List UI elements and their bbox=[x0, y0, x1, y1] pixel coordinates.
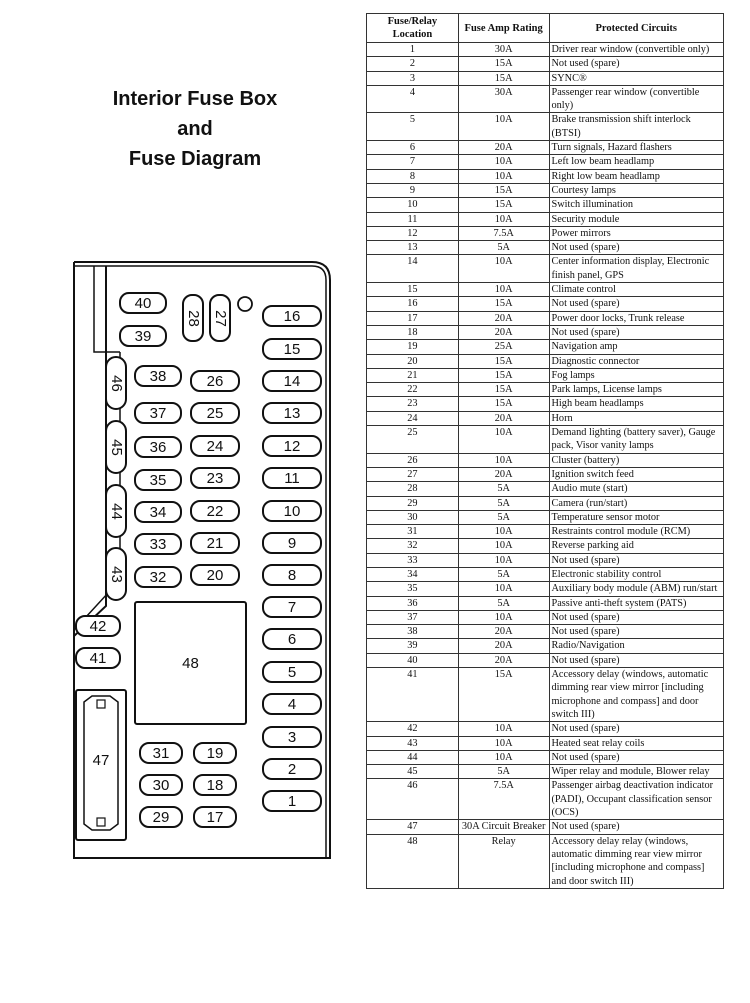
fuse-label: 45 bbox=[107, 438, 125, 456]
fuse-26 bbox=[190, 370, 240, 392]
cell-location: 30 bbox=[367, 510, 459, 524]
fuse-37 bbox=[134, 402, 182, 424]
cell-amp: 10A bbox=[458, 582, 549, 596]
fuse-label: 12 bbox=[283, 437, 301, 455]
table-row bbox=[367, 198, 724, 212]
cell-circuit: Fog lamps bbox=[549, 368, 724, 382]
cell-amp: 20A bbox=[458, 311, 549, 325]
cell-location: 37 bbox=[367, 610, 459, 624]
fuse-3 bbox=[262, 726, 322, 748]
table-row bbox=[367, 155, 724, 169]
cell-location: 7 bbox=[367, 155, 459, 169]
cell-circuit: Left low beam headlamp bbox=[549, 155, 724, 169]
cell-location: 2 bbox=[367, 57, 459, 71]
cell-circuit: Climate control bbox=[549, 283, 724, 297]
fuse-label: 40 bbox=[134, 294, 152, 312]
fuse-40 bbox=[119, 292, 167, 314]
cell-location: 47 bbox=[367, 820, 459, 834]
fuse-14 bbox=[262, 370, 322, 392]
cell-circuit: Right low beam headlamp bbox=[549, 169, 724, 183]
cell-amp: 10A bbox=[458, 155, 549, 169]
fuse-label: 39 bbox=[134, 327, 152, 345]
fuse-label: 6 bbox=[287, 630, 297, 648]
table-row bbox=[367, 113, 724, 141]
fuse-label: 42 bbox=[89, 617, 107, 635]
fuse-1 bbox=[262, 790, 322, 812]
cell-circuit: Courtesy lamps bbox=[549, 183, 724, 197]
cell-location: 41 bbox=[367, 668, 459, 722]
fuse-39 bbox=[119, 325, 167, 347]
fuse-33 bbox=[134, 533, 182, 555]
cell-location: 45 bbox=[367, 765, 459, 779]
cell-circuit: Turn signals, Hazard flashers bbox=[549, 141, 724, 155]
cell-amp: 20A bbox=[458, 141, 549, 155]
cell-amp: 10A bbox=[458, 610, 549, 624]
table-row bbox=[367, 283, 724, 297]
cell-circuit: Not used (spare) bbox=[549, 553, 724, 567]
table-row bbox=[367, 496, 724, 510]
table-row bbox=[367, 596, 724, 610]
cell-amp: 10A bbox=[458, 525, 549, 539]
table-row bbox=[367, 736, 724, 750]
cell-location: 23 bbox=[367, 397, 459, 411]
fuse-label: 21 bbox=[206, 534, 224, 552]
table-row bbox=[367, 397, 724, 411]
cell-location: 38 bbox=[367, 625, 459, 639]
cell-location: 18 bbox=[367, 325, 459, 339]
cell-amp: 5A bbox=[458, 765, 549, 779]
table-row bbox=[367, 553, 724, 567]
table-row bbox=[367, 169, 724, 183]
fuse-label: 25 bbox=[206, 404, 224, 422]
cell-location: 17 bbox=[367, 311, 459, 325]
table-row bbox=[367, 765, 724, 779]
mounting-hole bbox=[238, 297, 252, 311]
cell-location: 12 bbox=[367, 226, 459, 240]
cell-location: 14 bbox=[367, 255, 459, 283]
cell-amp: 5A bbox=[458, 241, 549, 255]
table-row bbox=[367, 820, 724, 834]
cell-amp: 10A bbox=[458, 553, 549, 567]
cell-circuit: Electronic stability control bbox=[549, 567, 724, 581]
fuse-label: 2 bbox=[287, 760, 297, 778]
cell-circuit: Diagnostic connector bbox=[549, 354, 724, 368]
fuse-2 bbox=[262, 758, 322, 780]
fuse-35 bbox=[134, 469, 182, 491]
fuse-label: 35 bbox=[149, 471, 167, 489]
fuse-label: 9 bbox=[287, 534, 297, 552]
cell-circuit: Brake transmission shift interlock (BTSI) bbox=[549, 113, 724, 141]
fuse-23 bbox=[190, 467, 240, 489]
cell-amp: 10A bbox=[458, 113, 549, 141]
fuse-label: 5 bbox=[287, 663, 297, 681]
cell-location: 8 bbox=[367, 169, 459, 183]
fuse-table bbox=[366, 13, 724, 889]
fuse-label: 43 bbox=[107, 565, 125, 583]
fuse-9 bbox=[262, 532, 322, 554]
fuse-label: 18 bbox=[206, 776, 224, 794]
cell-circuit: Reverse parking aid bbox=[549, 539, 724, 553]
fuse-10 bbox=[262, 500, 322, 522]
cell-location: 16 bbox=[367, 297, 459, 311]
fuse-44 bbox=[105, 484, 127, 538]
cell-amp: 20A bbox=[458, 639, 549, 653]
cell-amp: 15A bbox=[458, 668, 549, 722]
fuse-label: 10 bbox=[283, 502, 301, 520]
cell-amp: 15A bbox=[458, 354, 549, 368]
cell-circuit: Radio/Navigation bbox=[549, 639, 724, 653]
table-row bbox=[367, 255, 724, 283]
cell-amp: 5A bbox=[458, 496, 549, 510]
cell-amp: 10A bbox=[458, 426, 549, 454]
cell-circuit: Switch illumination bbox=[549, 198, 724, 212]
table-row bbox=[367, 141, 724, 155]
cell-circuit: Horn bbox=[549, 411, 724, 425]
cell-amp: 7.5A bbox=[458, 779, 549, 820]
cell-amp: 30A bbox=[458, 85, 549, 113]
header-circuits: Protected Circuits bbox=[549, 14, 724, 43]
table-row bbox=[367, 57, 724, 71]
table-row bbox=[367, 779, 724, 820]
cell-amp: 15A bbox=[458, 297, 549, 311]
cell-amp: 10A bbox=[458, 453, 549, 467]
cell-circuit: Not used (spare) bbox=[549, 297, 724, 311]
cell-circuit: Park lamps, License lamps bbox=[549, 383, 724, 397]
cell-circuit: Demand lighting (battery saver), Gauge pack, Visor vanity lamps bbox=[549, 426, 724, 454]
table-row bbox=[367, 668, 724, 722]
table-row bbox=[367, 453, 724, 467]
table-row bbox=[367, 226, 724, 240]
fuse-label: 3 bbox=[287, 728, 297, 746]
cell-circuit: Accessory delay relay (windows, automatic dimming rear view mirror [including microphone and compass] and door switch III) bbox=[549, 834, 724, 888]
cell-amp: 15A bbox=[458, 368, 549, 382]
cell-amp: 15A bbox=[458, 383, 549, 397]
fuse-36 bbox=[134, 436, 182, 458]
cell-location: 46 bbox=[367, 779, 459, 820]
cell-location: 44 bbox=[367, 750, 459, 764]
cell-circuit: Power door locks, Trunk release bbox=[549, 311, 724, 325]
cell-amp: 20A bbox=[458, 325, 549, 339]
fuse-46 bbox=[105, 356, 127, 410]
title-line-2: and bbox=[177, 118, 213, 140]
cell-amp: 10A bbox=[458, 722, 549, 736]
cell-amp: Relay bbox=[458, 834, 549, 888]
table-row bbox=[367, 610, 724, 624]
fuse-label: 44 bbox=[107, 502, 125, 520]
fuse-43 bbox=[105, 547, 127, 601]
table-row bbox=[367, 383, 724, 397]
cell-amp: 5A bbox=[458, 596, 549, 610]
fuse-label: 22 bbox=[206, 502, 224, 520]
table-row bbox=[367, 183, 724, 197]
cell-amp: 5A bbox=[458, 510, 549, 524]
fuse-label: 15 bbox=[283, 340, 301, 358]
fuse-label: 17 bbox=[206, 808, 224, 826]
cell-location: 1 bbox=[367, 43, 459, 57]
fuse-15 bbox=[262, 338, 322, 360]
fuse-20 bbox=[190, 564, 240, 586]
cell-location: 26 bbox=[367, 453, 459, 467]
table-row bbox=[367, 510, 724, 524]
cell-amp: 7.5A bbox=[458, 226, 549, 240]
cell-circuit: Restraints control module (RCM) bbox=[549, 525, 724, 539]
fuse-19 bbox=[193, 742, 237, 764]
cell-circuit: Ignition switch feed bbox=[549, 467, 724, 481]
fuse-label: 7 bbox=[287, 598, 297, 616]
cell-amp: 15A bbox=[458, 183, 549, 197]
header-location: Fuse/Relay Location bbox=[367, 14, 459, 43]
cell-circuit: Camera (run/start) bbox=[549, 496, 724, 510]
fuse-label: 27 bbox=[211, 309, 229, 327]
cell-circuit: Center information display, Electronic finish panel, GPS bbox=[549, 255, 724, 283]
fuse-label: 32 bbox=[149, 568, 167, 586]
cell-amp: 10A bbox=[458, 283, 549, 297]
cell-amp: 20A bbox=[458, 625, 549, 639]
fuse-label: 19 bbox=[206, 744, 224, 762]
cell-location: 25 bbox=[367, 426, 459, 454]
cell-location: 22 bbox=[367, 383, 459, 397]
cell-circuit: Passenger airbag deactivation indicator (PADI), Occupant classification sensor (OCS) bbox=[549, 779, 724, 820]
table-row bbox=[367, 325, 724, 339]
cell-location: 36 bbox=[367, 596, 459, 610]
cell-location: 34 bbox=[367, 567, 459, 581]
table-body bbox=[367, 43, 724, 889]
cell-amp: 15A bbox=[458, 397, 549, 411]
header-amp: Fuse Amp Rating bbox=[458, 14, 549, 43]
fuse-31 bbox=[139, 742, 183, 764]
fuse-label: 1 bbox=[287, 792, 297, 810]
table-row bbox=[367, 722, 724, 736]
table-row bbox=[367, 311, 724, 325]
cell-circuit: Temperature sensor motor bbox=[549, 510, 724, 524]
cell-circuit: Not used (spare) bbox=[549, 722, 724, 736]
fuse-45 bbox=[105, 420, 127, 474]
fuse-label: 37 bbox=[149, 404, 167, 422]
fuse-label: 26 bbox=[206, 372, 224, 390]
fuse-label: 14 bbox=[283, 372, 301, 390]
cell-location: 6 bbox=[367, 141, 459, 155]
cell-amp: 10A bbox=[458, 169, 549, 183]
cell-location: 5 bbox=[367, 113, 459, 141]
fuse-label: 34 bbox=[149, 503, 167, 521]
cell-circuit: Audio mute (start) bbox=[549, 482, 724, 496]
fuse-7 bbox=[262, 596, 322, 618]
fuse-4 bbox=[262, 693, 322, 715]
cell-location: 35 bbox=[367, 582, 459, 596]
fuse-label: 29 bbox=[152, 808, 170, 826]
fuse-label: 36 bbox=[149, 438, 167, 456]
cell-circuit: Passenger rear window (convertible only) bbox=[549, 85, 724, 113]
cell-location: 43 bbox=[367, 736, 459, 750]
fuse-29 bbox=[139, 806, 183, 828]
fuse-32 bbox=[134, 566, 182, 588]
cell-amp: 15A bbox=[458, 71, 549, 85]
cell-circuit: Cluster (battery) bbox=[549, 453, 724, 467]
cell-circuit: Wiper relay and module, Blower relay bbox=[549, 765, 724, 779]
fuse-8 bbox=[262, 564, 322, 586]
fuse-label: 13 bbox=[283, 404, 301, 422]
fuse-label: 28 bbox=[184, 309, 202, 327]
cell-location: 27 bbox=[367, 467, 459, 481]
cell-amp: 15A bbox=[458, 57, 549, 71]
fuse-label: 8 bbox=[287, 566, 297, 584]
fuse-label: 16 bbox=[283, 307, 301, 325]
cell-location: 13 bbox=[367, 241, 459, 255]
cell-amp: 20A bbox=[458, 653, 549, 667]
cell-amp: 30A bbox=[458, 43, 549, 57]
table-row bbox=[367, 467, 724, 481]
fuse-25 bbox=[190, 402, 240, 424]
cell-circuit: Not used (spare) bbox=[549, 625, 724, 639]
relay-label: 48 bbox=[182, 654, 199, 672]
fuse-30 bbox=[139, 774, 183, 796]
fuse-34 bbox=[134, 501, 182, 523]
cell-circuit: Not used (spare) bbox=[549, 241, 724, 255]
title-line-3: Fuse Diagram bbox=[128, 148, 262, 170]
cell-circuit: Heated seat relay coils bbox=[549, 736, 724, 750]
fuse-42 bbox=[75, 615, 121, 637]
cell-location: 20 bbox=[367, 354, 459, 368]
fuse-label: 33 bbox=[149, 535, 167, 553]
table-row bbox=[367, 411, 724, 425]
table-row bbox=[367, 653, 724, 667]
fuse-label: 30 bbox=[152, 776, 170, 794]
cell-location: 39 bbox=[367, 639, 459, 653]
table-row bbox=[367, 525, 724, 539]
cell-location: 29 bbox=[367, 496, 459, 510]
fuse-24 bbox=[190, 435, 240, 457]
fuse-38 bbox=[134, 365, 182, 387]
table-row bbox=[367, 834, 724, 888]
breaker-47-label: 47 bbox=[92, 752, 110, 769]
cell-location: 33 bbox=[367, 553, 459, 567]
table-row bbox=[367, 85, 724, 113]
fuse-27 bbox=[209, 294, 231, 342]
cell-location: 32 bbox=[367, 539, 459, 553]
cell-circuit: High beam headlamps bbox=[549, 397, 724, 411]
fuse-label: 31 bbox=[152, 744, 170, 762]
cell-location: 48 bbox=[367, 834, 459, 888]
cell-circuit: Not used (spare) bbox=[549, 653, 724, 667]
fuse-12 bbox=[262, 435, 322, 457]
table-row bbox=[367, 482, 724, 496]
cell-amp: 10A bbox=[458, 736, 549, 750]
cell-amp: 10A bbox=[458, 539, 549, 553]
table-row bbox=[367, 297, 724, 311]
cell-location: 24 bbox=[367, 411, 459, 425]
fuse-label: 11 bbox=[284, 469, 300, 487]
cell-amp: 30A Circuit Breaker bbox=[458, 820, 549, 834]
cell-location: 10 bbox=[367, 198, 459, 212]
fuse-label: 38 bbox=[149, 367, 167, 385]
fuse-22 bbox=[190, 500, 240, 522]
fuse-18 bbox=[193, 774, 237, 796]
table-row bbox=[367, 567, 724, 581]
cell-circuit: Not used (spare) bbox=[549, 820, 724, 834]
cell-circuit: Not used (spare) bbox=[549, 750, 724, 764]
fuse-6 bbox=[262, 628, 322, 650]
cell-amp: 5A bbox=[458, 482, 549, 496]
cell-amp: 10A bbox=[458, 255, 549, 283]
table-row bbox=[367, 539, 724, 553]
cell-amp: 15A bbox=[458, 198, 549, 212]
fuse-label: 23 bbox=[206, 469, 224, 487]
cell-location: 9 bbox=[367, 183, 459, 197]
table-row bbox=[367, 750, 724, 764]
cell-circuit: Accessory delay (windows, automatic dimming rear view mirror [including microphone and compass] and door switch III) bbox=[549, 668, 724, 722]
table-row bbox=[367, 212, 724, 226]
cell-circuit: Not used (spare) bbox=[549, 325, 724, 339]
cell-amp: 25A bbox=[458, 340, 549, 354]
cell-circuit: Passive anti-theft system (PATS) bbox=[549, 596, 724, 610]
cell-circuit: Not used (spare) bbox=[549, 610, 724, 624]
fuse-label: 41 bbox=[89, 649, 107, 667]
fuse-11 bbox=[262, 467, 322, 489]
cell-circuit: Auxiliary body module (ABM) run/start bbox=[549, 582, 724, 596]
cell-circuit: Not used (spare) bbox=[549, 57, 724, 71]
cell-amp: 20A bbox=[458, 411, 549, 425]
cell-location: 15 bbox=[367, 283, 459, 297]
cell-location: 42 bbox=[367, 722, 459, 736]
fuse-16 bbox=[262, 305, 322, 327]
cell-location: 3 bbox=[367, 71, 459, 85]
relay-48 bbox=[134, 601, 247, 725]
fuse-label: 4 bbox=[287, 695, 297, 713]
fuse-label: 46 bbox=[107, 374, 125, 392]
table-header-row bbox=[367, 14, 724, 43]
fuse-5 bbox=[262, 661, 322, 683]
fuse-label: 20 bbox=[206, 566, 224, 584]
table-row bbox=[367, 426, 724, 454]
fuse-21 bbox=[190, 532, 240, 554]
table-row bbox=[367, 241, 724, 255]
fuse-label: 24 bbox=[206, 437, 224, 455]
fuse-41 bbox=[75, 647, 121, 669]
table-row bbox=[367, 639, 724, 653]
cell-amp: 10A bbox=[458, 212, 549, 226]
cell-circuit: Security module bbox=[549, 212, 724, 226]
cell-location: 21 bbox=[367, 368, 459, 382]
table-row bbox=[367, 340, 724, 354]
table-row bbox=[367, 43, 724, 57]
table-row bbox=[367, 625, 724, 639]
table-row bbox=[367, 368, 724, 382]
table-row bbox=[367, 582, 724, 596]
cell-amp: 5A bbox=[458, 567, 549, 581]
cell-circuit: Power mirrors bbox=[549, 226, 724, 240]
cell-amp: 10A bbox=[458, 750, 549, 764]
cell-amp: 20A bbox=[458, 467, 549, 481]
cell-location: 19 bbox=[367, 340, 459, 354]
cell-circuit: SYNC® bbox=[549, 71, 724, 85]
fuse-13 bbox=[262, 402, 322, 424]
cell-circuit: Driver rear window (convertible only) bbox=[549, 43, 724, 57]
cell-location: 28 bbox=[367, 482, 459, 496]
cell-location: 4 bbox=[367, 85, 459, 113]
cell-location: 40 bbox=[367, 653, 459, 667]
title-line-1: Interior Fuse Box bbox=[112, 88, 278, 110]
fuse-28 bbox=[182, 294, 204, 342]
cell-location: 31 bbox=[367, 525, 459, 539]
cell-location: 11 bbox=[367, 212, 459, 226]
fuse-17 bbox=[193, 806, 237, 828]
table-row bbox=[367, 71, 724, 85]
table-row bbox=[367, 354, 724, 368]
cell-circuit: Navigation amp bbox=[549, 340, 724, 354]
